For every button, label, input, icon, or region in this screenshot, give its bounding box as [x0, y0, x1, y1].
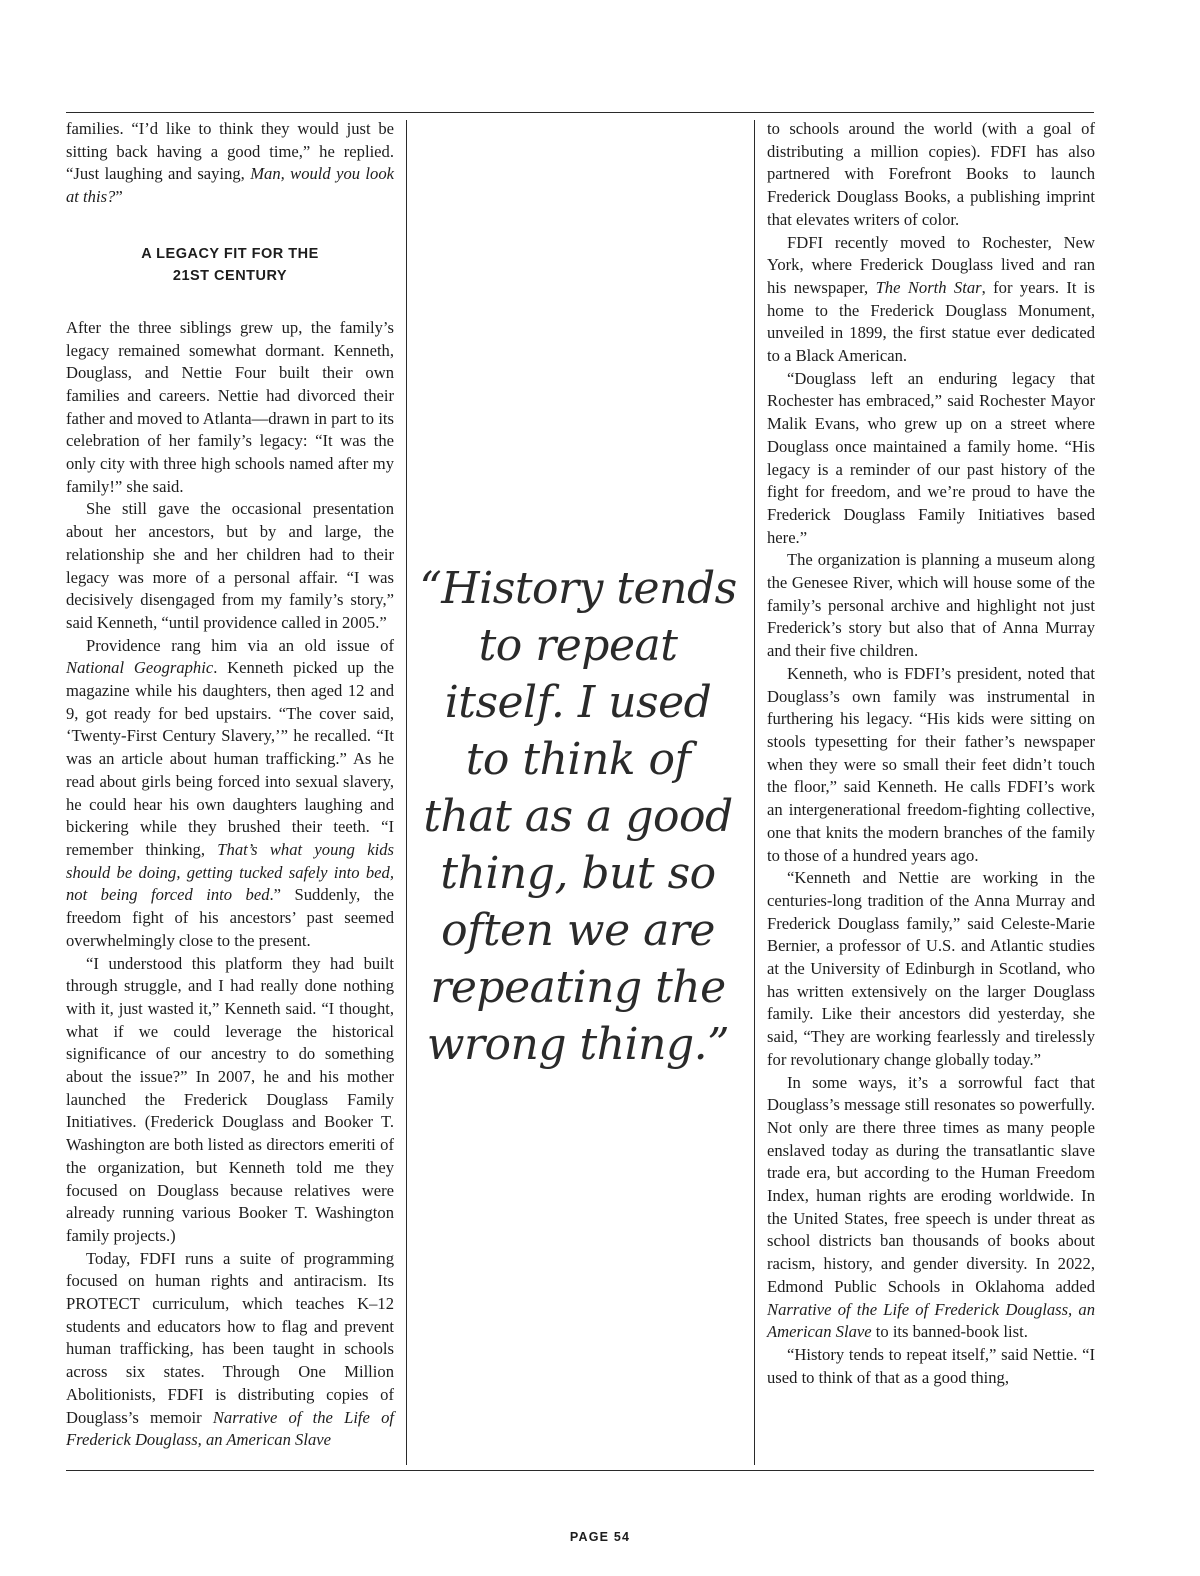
paragraph: “History tends to repeat itself,” said Nettie. “I used to think of that as a good thing, — [767, 1344, 1095, 1387]
column-divider-right — [754, 120, 755, 1465]
paragraph: Providence rang him via an old issue of National Geographic. Kenneth picked up the magazine while his daughters, then aged 12 and 9, got ready for bed upstairs. “The cover said, ‘Twenty-First Century Slavery,’” he recalled. “It was an article about human trafficking.” As he read about girls being forced into sexual slavery, he could hear his own daughters laughing and bickering while they brushed their teeth. “I remember thinking, That’s what young kids should be doing, getting tucked safely into bed, not being forced into bed.” Suddenly, the freedom fight of his ancestors’ past seemed overwhelmingly close to the present. — [66, 635, 395, 950]
section-subhead — [96, 243, 364, 287]
top-rule — [66, 112, 1094, 113]
column-divider-left — [406, 120, 407, 1465]
paragraph: She still gave the occasional presentation about her ancestors, but by and large, the relationship she and her children had to their legacy was more of a personal affair. “I was decisively disengaged from my family’s story,” said Kenneth, “until providence called in 2005.” — [66, 499, 394, 632]
page-number: PAGE 54 — [569, 1530, 631, 1544]
pull-quote: “History tends to repeat itself. I used to think of that as a good thing, but so often we are repeating the wrong thing.” — [419, 563, 737, 1070]
paragraph: In some ways, it’s a sorrowful fact that Douglass’s message still resonates so powerfully. Not only are there three times as many people enslaved today as during the transatlantic slave trade era, but according to the Human Freedom Index, human rights are eroding worldwide. In the United States, free speech is under threat as school districts ban thousands of books about racism, history, and gender diversity. In 2022, Edmond Public Schools in Oklahoma added Narrative of the Life of Frederick Douglass, an American Slave to its banned-book list. — [767, 1072, 1095, 1342]
paragraph: FDFI recently moved to Rochester, New York, where Frederick Douglass lived and ran his newspaper, The North Star, for years. It is home to the Frederick Douglass Monument, unveiled in 1899, the first statue ever dedicated to a Black American. — [767, 232, 1095, 366]
paragraph: to schools around the world (with a goal of distributing a million copies). FDFI has also partnered with Forefront Books to launch Frederick Douglass Books, a publishing imprint that elevates writers of color. — [767, 119, 1095, 229]
paragraph: “Douglass left an enduring legacy that Rochester has embraced,” said Rochester Mayor Malik Evans, who grew up on a street where Douglass once maintained a family home. “His legacy is a reminder of our past history of the fight for freedom, and we’re proud to have the Frederick Douglass Family Initiatives based here.” — [767, 368, 1095, 547]
right-column — [767, 118, 1095, 1389]
paragraph: The organization is planning a museum along the Genesee River, which will house some of the family’s personal archive and highlight not just Frederick’s story but also that of Anna Murray and their five children. — [767, 550, 1095, 661]
paragraph: After the three siblings grew up, the family’s legacy remained somewhat dormant. Kenneth, Douglass, and Nettie Four built their own families and careers. Nettie had divorced their father and moved to Atlanta—drawn in part to its celebration of her family’s legacy: “It was the only city with three high schools named after my family!” she said. — [66, 317, 394, 496]
paragraph: Today, FDFI runs a suite of programming focused on human rights and antiracism. Its PROTECT curriculum, which teaches K–12 students and educators how to flag and prevent human trafficking, has been taught in schools across six states. Through One Million Abolitionists, FDFI is distributing copies of Douglass’s memoir Narrative of the Life of Frederick Douglass, an American Slave — [66, 1248, 394, 1450]
subhead-line: 21ST CENTURY — [172, 267, 288, 284]
paragraph: families. “I’d like to think they would just be sitting back having a good time,” he replied. “Just laughing and saying, Man, would you look at this?” — [66, 119, 394, 207]
subhead-line: A LEGACY FIT FOR THE — [141, 245, 319, 262]
left-column — [66, 118, 394, 1452]
paragraph: “Kenneth and Nettie are working in the centuries-long tradition of the Anna Murray and Frederick Douglass family,” said Celeste-Marie Bernier, a professor of U.S. and Atlantic studies at the University of Edinburgh in Scotland, who has written extensively on the larger Douglass family. Like their ancestors did yesterday, she said, “They are working fearlessly and tirelessly for revolutionary change globally today.” — [767, 868, 1095, 1069]
paragraph: Kenneth, who is FDFI’s president, noted that Douglass’s own family was instrumental in furthering his legacy. “His kids were sitting on stools typesetting for their father’s newspaper when they were so small their feet didn’t touch the floor,” said Kenneth. He calls FDFI’s work an intergenerational freedom-fighting collective, one that knits the modern branches of the family to those of a hundred years ago. — [767, 663, 1095, 865]
bottom-rule — [66, 1470, 1094, 1471]
paragraph: “I understood this platform they had built through struggle, and I had really done nothing with it, just wasted it,” Kenneth said. “I thought, what if we could leverage the historical significance of our ancestry to do something about the issue?” In 2007, he and his mother launched the Frederick Douglass Family Initiatives. (Frederick Douglass and Booker T. Washington are both listed as directors emeriti of the organization, but Kenneth told me they focused on Douglass because relatives were already running various Booker T. Washington family projects.) — [66, 953, 394, 1245]
